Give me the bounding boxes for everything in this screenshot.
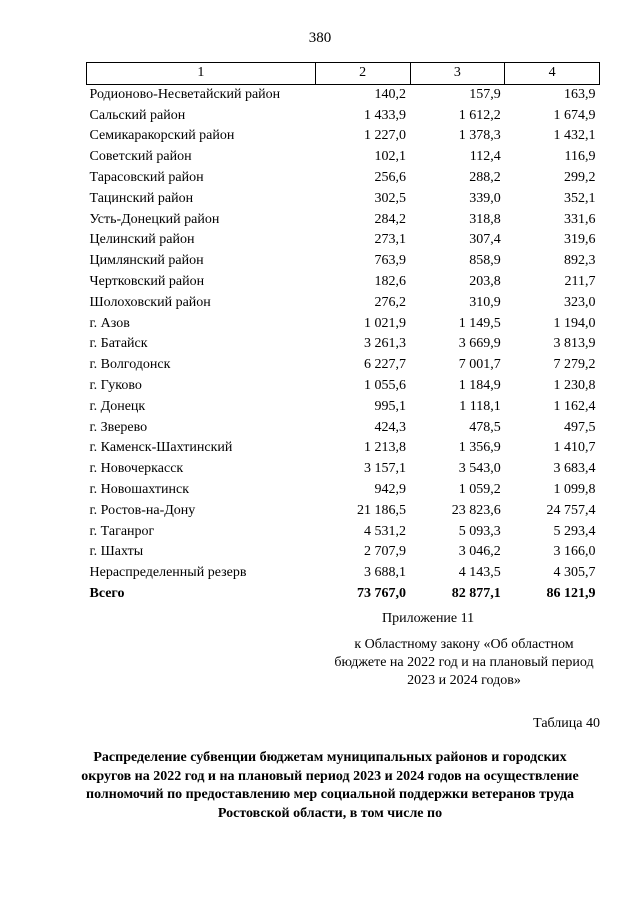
value-cell-3: 1 059,2 bbox=[458, 481, 501, 497]
column-header-1: 1 bbox=[87, 63, 316, 85]
table-row bbox=[87, 147, 600, 168]
value-cell-4: 1 230,8 bbox=[553, 377, 596, 393]
table-row bbox=[87, 334, 600, 355]
table-row bbox=[87, 84, 600, 105]
table-row bbox=[87, 459, 600, 480]
value-cell-4: 3 166,0 bbox=[553, 544, 596, 560]
row-label: Сальский район bbox=[89, 107, 186, 123]
subvention-table bbox=[86, 62, 600, 605]
table-row bbox=[87, 376, 600, 397]
table-row bbox=[87, 522, 600, 543]
page-number: 380 bbox=[308, 30, 332, 46]
value-cell-2: 3 261,3 bbox=[364, 336, 406, 352]
value-cell-4: 1 432,1 bbox=[553, 128, 596, 144]
table-row bbox=[87, 480, 600, 501]
row-label: Советский район bbox=[89, 149, 192, 165]
table-row bbox=[87, 293, 600, 314]
table-row bbox=[87, 418, 600, 439]
appendix-subtitle: к Областному закону «Об областном бюджете на 2022 год и на плановый период 2023 и 2024 годов» bbox=[334, 637, 594, 688]
document-heading: Распределение субвенции бюджетам муниципальных районов и городских округов на 2022 год и на плановый период 2023 и 2024 годов на осуществление полномочий по предоставлению мер социальной поддержки ветеранов труда Ростовской области, в том числе по bbox=[81, 750, 579, 821]
row-label: г. Азов bbox=[89, 315, 130, 331]
value-cell-2: 942,9 bbox=[374, 481, 406, 497]
value-cell-3: 82 877,1 bbox=[451, 585, 501, 601]
value-cell-4: 163,9 bbox=[564, 86, 596, 102]
value-cell-3: 3 669,9 bbox=[458, 336, 501, 352]
value-cell-3: 1 378,3 bbox=[458, 128, 501, 144]
table-header-row bbox=[87, 63, 600, 85]
value-cell-4: 1 099,8 bbox=[553, 481, 596, 497]
value-cell-2: 763,9 bbox=[374, 253, 406, 269]
value-cell-2: 1 021,9 bbox=[364, 315, 406, 331]
value-cell-3: 3 046,2 bbox=[458, 544, 501, 560]
value-cell-4: 497,5 bbox=[564, 419, 596, 435]
value-cell-3: 5 093,3 bbox=[458, 523, 501, 539]
value-cell-2: 140,2 bbox=[374, 86, 406, 102]
appendix-title: Приложение 11 bbox=[382, 611, 475, 626]
value-cell-4: 1 162,4 bbox=[553, 398, 596, 414]
value-cell-3: 3 543,0 bbox=[458, 461, 501, 477]
row-label: Целинский район bbox=[89, 232, 195, 248]
value-cell-4: 299,2 bbox=[564, 169, 596, 185]
row-label: Всего bbox=[89, 585, 125, 601]
row-label: Нераспределенный резерв bbox=[89, 565, 247, 581]
row-label: г. Шахты bbox=[89, 544, 144, 560]
value-cell-2: 1 213,8 bbox=[364, 440, 406, 456]
value-cell-2: 1 433,9 bbox=[364, 107, 406, 123]
value-cell-2: 102,1 bbox=[374, 149, 406, 165]
value-cell-2: 302,5 bbox=[374, 190, 406, 206]
table-row bbox=[87, 189, 600, 210]
row-label: Семикаракорский район bbox=[89, 128, 235, 144]
value-cell-4: 331,6 bbox=[564, 211, 596, 227]
value-cell-4: 1 410,7 bbox=[553, 440, 596, 456]
table-row bbox=[87, 251, 600, 272]
table-row bbox=[87, 210, 600, 231]
value-cell-3: 339,0 bbox=[469, 190, 501, 206]
row-label: г. Зверево bbox=[89, 419, 148, 435]
value-cell-2: 6 227,7 bbox=[364, 357, 406, 373]
value-cell-2: 995,1 bbox=[374, 398, 406, 414]
row-label: г. Батайск bbox=[89, 336, 148, 352]
value-cell-3: 318,8 bbox=[469, 211, 501, 227]
value-cell-3: 23 823,6 bbox=[451, 502, 501, 518]
value-cell-4: 24 757,4 bbox=[546, 502, 596, 518]
row-label: Шолоховский район bbox=[89, 294, 211, 310]
value-cell-3: 858,9 bbox=[469, 253, 501, 269]
row-label: г. Таганрог bbox=[89, 523, 155, 539]
row-label: Тарасовский район bbox=[89, 169, 204, 185]
column-header-4: 4 bbox=[505, 63, 600, 85]
value-cell-3: 1 118,1 bbox=[459, 398, 501, 414]
table-row bbox=[87, 355, 600, 376]
value-cell-4: 116,9 bbox=[564, 149, 596, 165]
value-cell-3: 1 149,5 bbox=[458, 315, 501, 331]
value-cell-4: 1 674,9 bbox=[553, 107, 596, 123]
value-cell-2: 273,1 bbox=[374, 232, 406, 248]
column-header-3: 3 bbox=[410, 63, 505, 85]
value-cell-2: 182,6 bbox=[374, 273, 406, 289]
value-cell-2: 256,6 bbox=[374, 169, 406, 185]
table-row bbox=[87, 230, 600, 251]
value-cell-4: 3 683,4 bbox=[553, 461, 596, 477]
value-cell-2: 284,2 bbox=[374, 211, 406, 227]
row-label: г. Донецк bbox=[89, 398, 146, 414]
value-cell-4: 3 813,9 bbox=[553, 336, 596, 352]
table-row bbox=[87, 168, 600, 189]
value-cell-4: 4 305,7 bbox=[553, 565, 596, 581]
row-label: Чертковский район bbox=[89, 273, 205, 289]
value-cell-2: 3 688,1 bbox=[364, 565, 406, 581]
value-cell-2: 21 186,5 bbox=[357, 502, 406, 518]
total-row bbox=[87, 584, 600, 605]
row-label: Цимлянский район bbox=[89, 253, 204, 269]
table-row bbox=[87, 438, 600, 459]
table-row bbox=[87, 314, 600, 335]
value-cell-4: 86 121,9 bbox=[546, 585, 596, 601]
value-cell-3: 307,4 bbox=[469, 232, 501, 248]
value-cell-3: 310,9 bbox=[469, 294, 501, 310]
value-cell-3: 478,5 bbox=[469, 419, 501, 435]
value-cell-3: 203,8 bbox=[469, 273, 501, 289]
value-cell-4: 892,3 bbox=[564, 253, 596, 269]
row-label: г. Гуково bbox=[89, 377, 142, 393]
value-cell-3: 4 143,5 bbox=[458, 565, 501, 581]
table-row bbox=[87, 106, 600, 127]
value-cell-4: 1 194,0 bbox=[553, 315, 596, 331]
table-row bbox=[87, 501, 600, 522]
row-label: г. Волгодонск bbox=[89, 357, 171, 373]
row-label: Тацинский район bbox=[89, 190, 194, 206]
table-row bbox=[87, 542, 600, 563]
value-cell-3: 7 001,7 bbox=[458, 357, 501, 373]
value-cell-2: 1 055,6 bbox=[364, 377, 406, 393]
value-cell-4: 211,7 bbox=[564, 273, 596, 289]
table-row bbox=[87, 563, 600, 584]
table-row bbox=[87, 126, 600, 147]
value-cell-4: 7 279,2 bbox=[553, 357, 596, 373]
table-row bbox=[87, 272, 600, 293]
value-cell-3: 112,4 bbox=[469, 149, 501, 165]
row-label: Усть-Донецкий район bbox=[89, 211, 220, 227]
value-cell-2: 73 767,0 bbox=[357, 585, 406, 601]
row-label: г. Ростов-на-Дону bbox=[89, 502, 196, 518]
value-cell-4: 319,6 bbox=[564, 232, 596, 248]
value-cell-3: 288,2 bbox=[469, 169, 501, 185]
table-number: Таблица 40 bbox=[533, 716, 600, 731]
value-cell-3: 1 612,2 bbox=[458, 107, 501, 123]
value-cell-4: 352,1 bbox=[564, 190, 596, 206]
table-row bbox=[87, 397, 600, 418]
table-body bbox=[87, 84, 600, 604]
value-cell-3: 157,9 bbox=[469, 86, 501, 102]
value-cell-2: 2 707,9 bbox=[364, 544, 406, 560]
value-cell-3: 1 356,9 bbox=[458, 440, 501, 456]
value-cell-4: 5 293,4 bbox=[553, 523, 596, 539]
value-cell-2: 276,2 bbox=[374, 294, 406, 310]
value-cell-2: 3 157,1 bbox=[364, 461, 406, 477]
value-cell-3: 1 184,9 bbox=[458, 377, 501, 393]
value-cell-4: 323,0 bbox=[564, 294, 596, 310]
row-label: г. Каменск-Шахтинский bbox=[89, 440, 233, 456]
appendix-block bbox=[328, 610, 600, 690]
value-cell-2: 1 227,0 bbox=[364, 128, 406, 144]
row-label: г. Новошахтинск bbox=[89, 481, 190, 497]
row-label: г. Новочеркасск bbox=[89, 461, 184, 477]
row-label: Родионово-Несветайский район bbox=[89, 86, 281, 102]
value-cell-2: 4 531,2 bbox=[364, 523, 406, 539]
value-cell-2: 424,3 bbox=[374, 419, 406, 435]
column-header-2: 2 bbox=[315, 63, 410, 85]
